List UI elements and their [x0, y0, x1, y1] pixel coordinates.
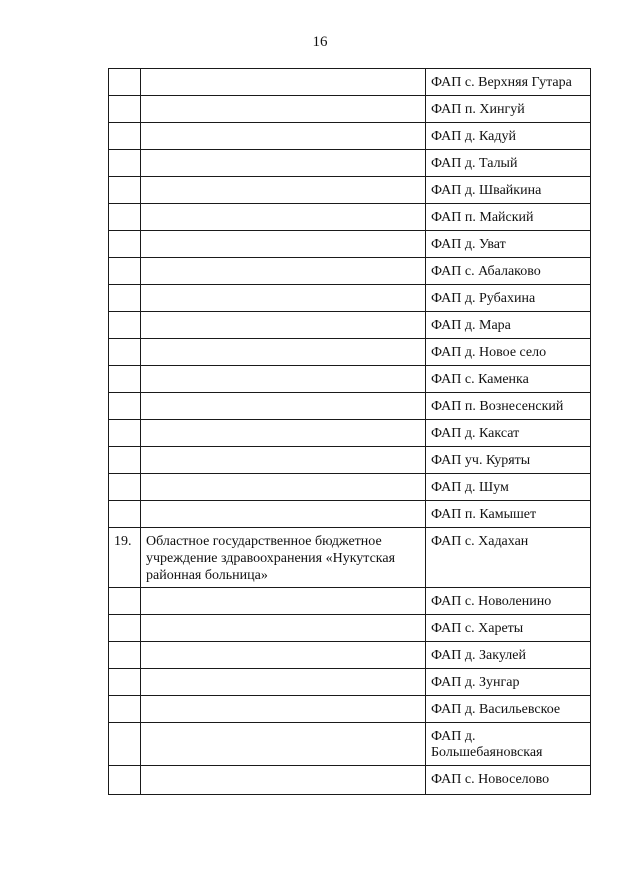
row-number-cell	[109, 150, 141, 177]
table-row	[109, 285, 591, 312]
organization-cell	[141, 69, 426, 96]
organization-cell	[141, 766, 426, 795]
organization-cell	[141, 312, 426, 339]
fap-cell: ФАП д. Талый	[426, 150, 591, 177]
table-row	[109, 642, 591, 669]
table-row	[109, 96, 591, 123]
row-number-cell	[109, 69, 141, 96]
table-row	[109, 231, 591, 258]
fap-cell: ФАП с. Новоселово	[426, 766, 591, 795]
row-number-cell	[109, 366, 141, 393]
table-row	[109, 723, 591, 766]
organization-cell	[141, 501, 426, 528]
organization-cell	[141, 123, 426, 150]
fap-cell: ФАП с. Хадахан	[426, 528, 591, 588]
table-row	[109, 312, 591, 339]
row-number-cell	[109, 615, 141, 642]
row-number-cell	[109, 123, 141, 150]
organization-cell	[141, 258, 426, 285]
organization-cell	[141, 177, 426, 204]
table-row	[109, 528, 591, 588]
fap-cell: ФАП п. Камышет	[426, 501, 591, 528]
fap-cell: ФАП д. Швайкина	[426, 177, 591, 204]
table-row	[109, 420, 591, 447]
organization-cell	[141, 339, 426, 366]
row-number-cell	[109, 474, 141, 501]
table-row	[109, 258, 591, 285]
fap-cell: ФАП п. Вознесенский	[426, 393, 591, 420]
organization-cell: Областное государственное бюджетное учреждение здравоохранения «Нукутская районная больница»	[141, 528, 426, 588]
facility-table	[108, 68, 591, 795]
organization-cell	[141, 231, 426, 258]
fap-cell: ФАП д. Закулей	[426, 642, 591, 669]
row-number-cell	[109, 642, 141, 669]
organization-cell	[141, 150, 426, 177]
row-number-cell	[109, 204, 141, 231]
fap-cell: ФАП д. Каксат	[426, 420, 591, 447]
organization-cell	[141, 285, 426, 312]
row-number-cell	[109, 420, 141, 447]
fap-cell: ФАП п. Хингуй	[426, 96, 591, 123]
table-row	[109, 204, 591, 231]
organization-cell	[141, 696, 426, 723]
table-row	[109, 123, 591, 150]
table-row	[109, 501, 591, 528]
row-number-cell	[109, 447, 141, 474]
organization-cell	[141, 420, 426, 447]
table-row	[109, 447, 591, 474]
fap-cell: ФАП с. Верхняя Гутара	[426, 69, 591, 96]
row-number-cell	[109, 723, 141, 766]
row-number-cell	[109, 177, 141, 204]
fap-cell: ФАП д. Зунгар	[426, 669, 591, 696]
row-number-cell	[109, 231, 141, 258]
row-number-cell	[109, 96, 141, 123]
organization-cell	[141, 723, 426, 766]
organization-cell	[141, 96, 426, 123]
organization-cell	[141, 366, 426, 393]
organization-cell	[141, 588, 426, 615]
row-number-cell	[109, 258, 141, 285]
organization-cell	[141, 669, 426, 696]
row-number-cell	[109, 669, 141, 696]
page-number: 16	[312, 34, 328, 50]
row-number-cell	[109, 312, 141, 339]
row-number-cell	[109, 501, 141, 528]
fap-cell: ФАП д. Новое село	[426, 339, 591, 366]
table-row	[109, 766, 591, 795]
table-row	[109, 615, 591, 642]
row-number-cell	[109, 766, 141, 795]
organization-cell	[141, 615, 426, 642]
table-row	[109, 588, 591, 615]
organization-cell	[141, 204, 426, 231]
row-number-cell	[109, 696, 141, 723]
fap-cell: ФАП с. Новоленино	[426, 588, 591, 615]
organization-cell	[141, 642, 426, 669]
fap-cell: ФАП д. Шум	[426, 474, 591, 501]
fap-cell: ФАП п. Майский	[426, 204, 591, 231]
row-number-cell	[109, 588, 141, 615]
fap-cell: ФАП д. Мара	[426, 312, 591, 339]
row-number-cell	[109, 285, 141, 312]
organization-cell	[141, 447, 426, 474]
table-row	[109, 339, 591, 366]
table-row	[109, 669, 591, 696]
organization-cell	[141, 393, 426, 420]
fap-cell: ФАП д. Васильевское	[426, 696, 591, 723]
row-number-cell	[109, 339, 141, 366]
fap-cell: ФАП д. Уват	[426, 231, 591, 258]
fap-cell: ФАП д. Кадуй	[426, 123, 591, 150]
table-row	[109, 366, 591, 393]
fap-cell: ФАП уч. Куряты	[426, 447, 591, 474]
fap-cell: ФАП с. Каменка	[426, 366, 591, 393]
fap-cell: ФАП д. Большебаяновская	[426, 723, 591, 766]
organization-cell	[141, 474, 426, 501]
table-row	[109, 150, 591, 177]
row-number-cell	[109, 393, 141, 420]
row-number-cell: 19.	[109, 528, 141, 588]
table-row	[109, 69, 591, 96]
table-row	[109, 474, 591, 501]
table-row	[109, 177, 591, 204]
fap-cell: ФАП с. Абалаково	[426, 258, 591, 285]
fap-cell: ФАП с. Хареты	[426, 615, 591, 642]
fap-cell: ФАП д. Рубахина	[426, 285, 591, 312]
table-row	[109, 393, 591, 420]
table-row	[109, 696, 591, 723]
